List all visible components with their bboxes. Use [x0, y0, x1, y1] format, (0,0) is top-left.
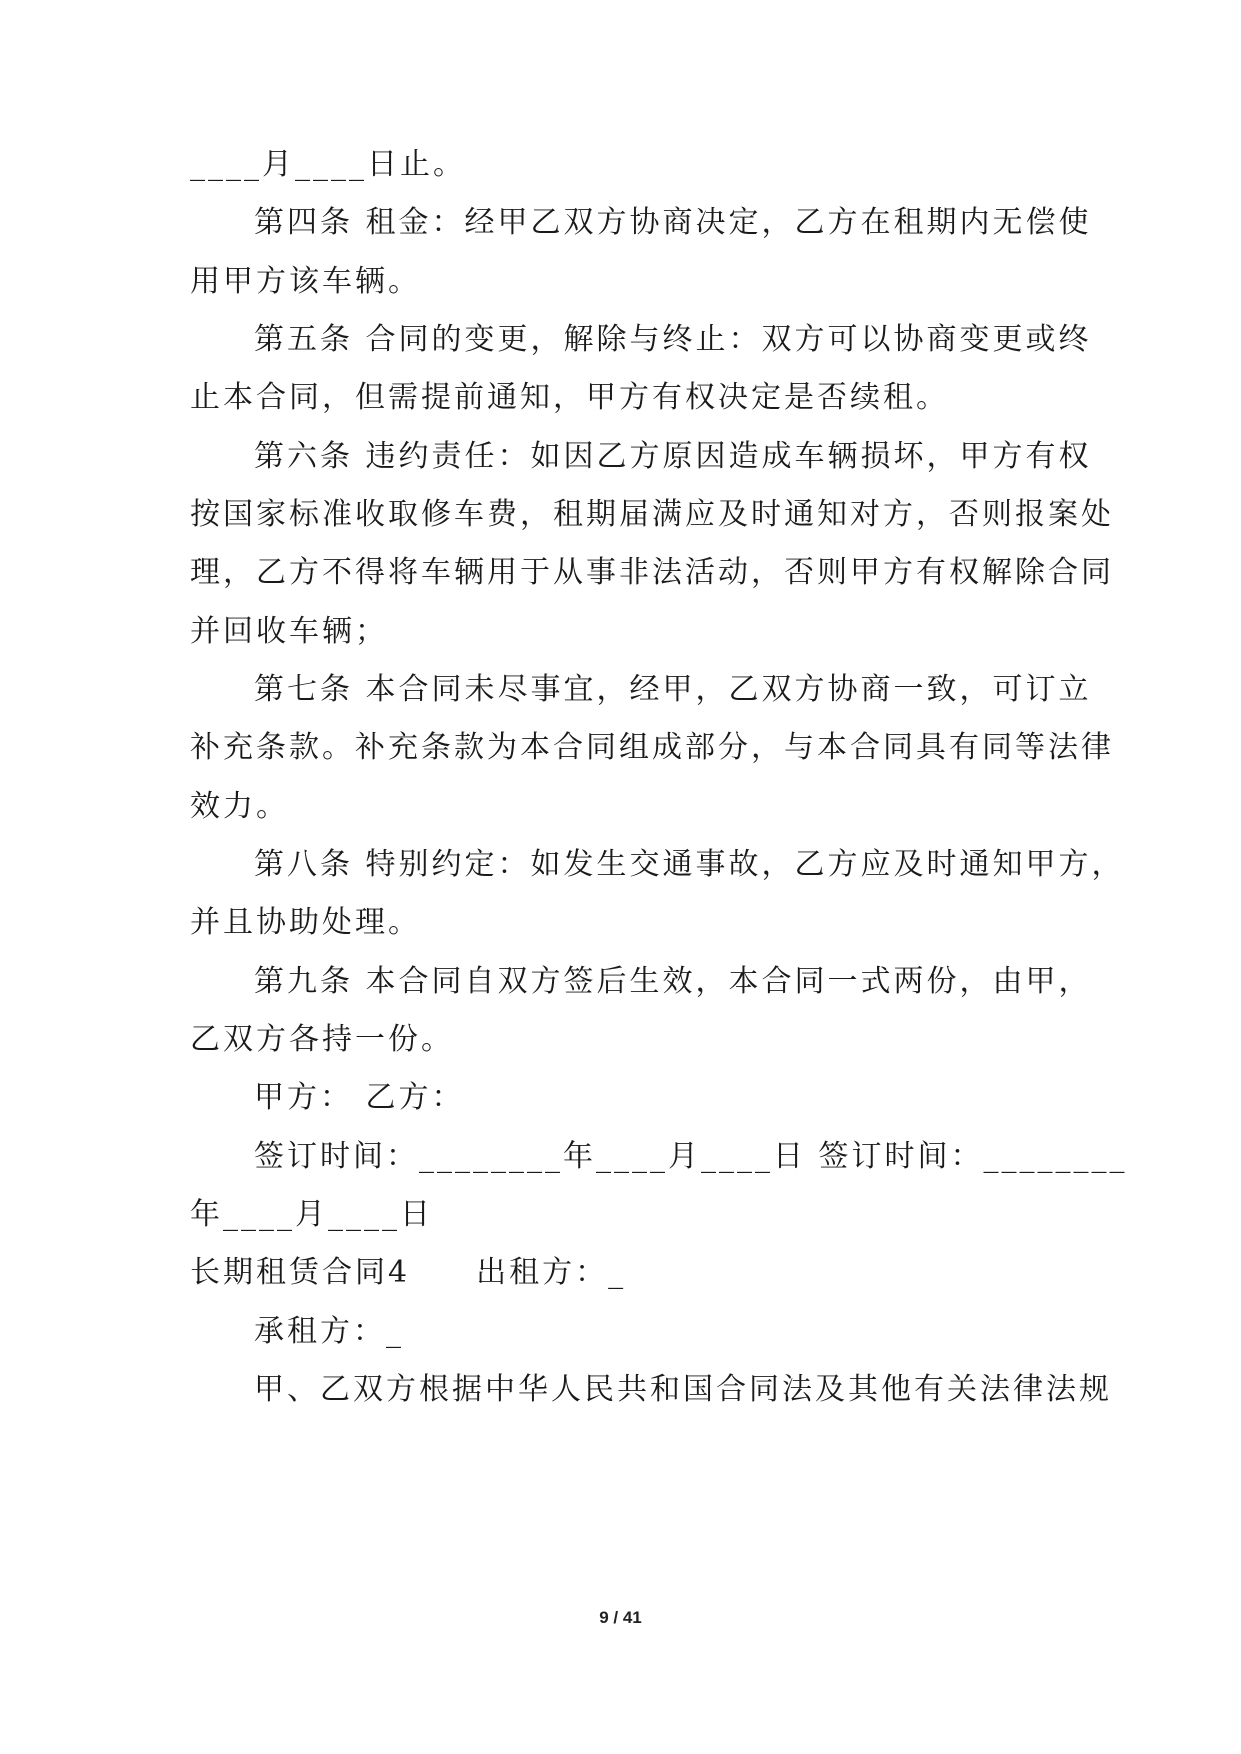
- text-line: 效力。: [190, 789, 289, 824]
- text-line: 按国家标准收取修车费，租期届满应及时通知对方，否则报案处: [190, 497, 1114, 532]
- contract-heading-line: 长期租赁合同4 出租方：_: [190, 1255, 627, 1290]
- text-line: 年____月____日: [190, 1197, 433, 1232]
- article-6-line: 第六条 违约责任：如因乙方原因造成车辆损坏，甲方有权: [254, 439, 1092, 474]
- article-9-line: 第九条 本合同自双方签后生效，本合同一式两份，由甲，: [254, 964, 1092, 999]
- text-line: 理，乙方不得将车辆用于从事非法活动，否则甲方有权解除合同: [190, 555, 1114, 590]
- article-8-line: 第八条 特别约定：如发生交通事故，乙方应及时通知甲方，: [254, 847, 1125, 882]
- page-number: 9 / 41: [599, 1608, 642, 1627]
- lessee-line: 承租方：_: [254, 1314, 404, 1349]
- text-line: 止本合同，但需提前通知，甲方有权决定是否续租。: [190, 380, 949, 415]
- text-line: 乙双方各持一份。: [190, 1022, 454, 1057]
- article-5-line: 第五条 合同的变更，解除与终止：双方可以协商变更或终: [254, 322, 1092, 357]
- text-line: 并且协助处理。: [190, 905, 421, 940]
- text-line: 甲、乙双方根据中华人民共和国合同法及其他有关法律法规: [254, 1372, 1112, 1407]
- text-line: 并回收车辆；: [190, 614, 388, 649]
- signing-date-line: 签订时间：________年____月____日 签订时间：________: [254, 1139, 1128, 1174]
- party-signature-line: 甲方： 乙方：: [254, 1080, 465, 1115]
- text-line: ____月____日止。: [190, 147, 466, 182]
- text-line: 用甲方该车辆。: [190, 264, 421, 299]
- article-7-line: 第七条 本合同未尽事宜，经甲，乙双方协商一致，可订立: [254, 672, 1092, 707]
- text-line: 补充条款。补充条款为本合同组成部分，与本合同具有同等法律: [190, 730, 1114, 765]
- article-4-line: 第四条 租金：经甲乙双方协商决定，乙方在租期内无偿使: [254, 205, 1092, 240]
